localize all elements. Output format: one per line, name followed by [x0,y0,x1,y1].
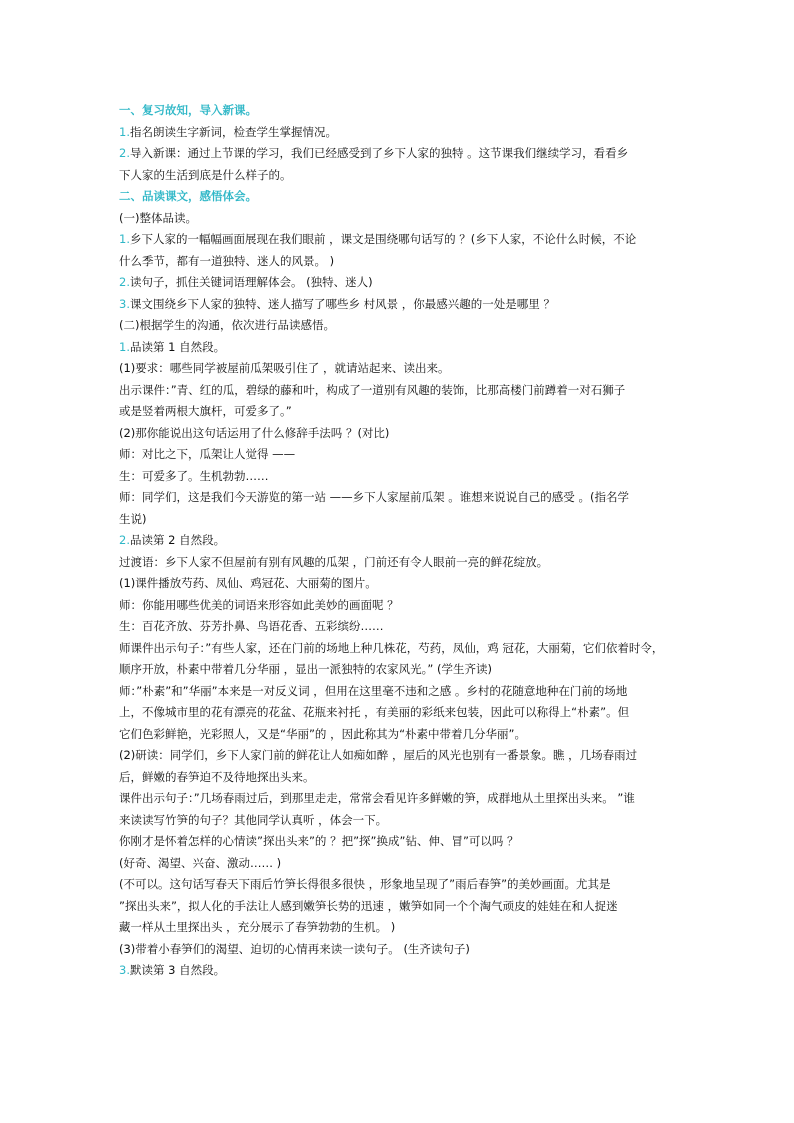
text-line [119,681,679,703]
text-line [119,294,679,316]
text-line [119,487,679,509]
line-text: 导入新课：通过上节课的学习，我们已经感受到了乡下人家的独特 。这节课我们继续学习，看看乡 [129,146,629,160]
line-text: 或是竖着两根大旗杆，可爱多了。” [119,404,292,418]
line-text: (不可以。这句话写春天下雨后竹笋长得很多很快 ，形象地呈现了”雨后春笋”的美妙画面。尤其是 [119,877,611,891]
text-line [119,616,679,638]
line-text: 上，不像城市里的花有漂亮的花盆、花瓶来衬托 ，有美丽的彩纸来包装，因此可以称得上“朴素”。但 [119,705,630,719]
list-number: 3. [119,963,130,977]
line-text: 来读读写竹笋的句子？其他同学认真听 ，体会一下。 [119,812,388,827]
text-line [119,358,679,380]
line-text: 师课件出示句子：”有些人家，还在门前的场地上种几株花，芍药，凤仙，鸡 冠花，大丽菊，它们依着时令， [119,640,664,655]
text-line [119,208,679,230]
list-number: 1. [119,232,130,246]
text-line [119,315,679,337]
text-line [119,444,679,466]
text-line [119,917,679,939]
text-line [119,853,679,875]
text-line [119,552,679,574]
text-line [119,143,679,165]
line-text: (3)带着小春笋们的渴望、迫切的心情再来读一读句子。 (生齐读句子) [119,941,470,956]
line-text: 你刚才是怀着怎样的心情读”探出头来”的 ？把”探”换成”钻、伸、冒”可以吗 ？ [119,834,519,848]
line-text: 后，鲜嫩的春笋迫不及待地探出头来。 [119,769,315,784]
section-heading [119,100,679,122]
list-number: 2. [119,533,130,547]
line-text: 一、复习故知，导入新课。 [119,103,257,117]
text-line [119,788,679,810]
text-line [119,874,679,896]
line-text: 下人家的生活到底是什么样子的。 [119,167,292,182]
list-number: 1. [119,124,130,139]
text-line [119,530,679,552]
text-line [119,595,679,617]
list-number: 1. [119,339,130,354]
line-text: (好奇、渴望、兴奋、激动…… ) [119,855,282,870]
text-line [119,573,679,595]
line-text: 什么季节，都有一道独特、迷人的风景。 ) [119,253,335,268]
line-text: 师：”朴素”和”华丽”本来是一对反义词 ，但用在这里毫不违和之感 。乡村的花随意地种在门前的场地 [119,683,628,698]
text-line [119,337,679,359]
line-text: (二)根据学生的沟通，依次进行品读感悟。 [119,318,335,332]
text-line [119,466,679,488]
line-text: 师：对比之下，瓜架让人觉得 —— [119,447,296,461]
line-text: 课文围绕乡下人家的独特、迷人描写了哪些乡 村风景 ，你最感兴趣的一处是哪里 ？ [129,296,555,311]
line-text: (1)课件播放芍药、凤仙、鸡冠花、大丽菊的图片。 [119,576,377,590]
line-text: 生说) [119,511,147,526]
text-line [119,810,679,832]
text-line [119,165,679,187]
line-text: 过渡语：乡下人家不但屋前有别有风趣的瓜架 ，门前还有令人眼前一亮的鲜花绽放。 [119,554,549,569]
line-text: 乡下人家的一幅幅画面展现在我们眼前 ，课文是围绕哪句话写的 ？(乡下人家，不论什么时候，不论 [129,232,637,246]
line-text: 师：你能用哪些优美的词语来形容如此美妙的画面呢 ？ [119,597,399,612]
text-line [119,229,679,251]
line-text: 生：可爱多了。生机勃勃…… [119,468,269,483]
text-line [119,380,679,402]
section-heading [119,186,679,208]
text-line [119,939,679,961]
list-number: 2. [119,275,130,289]
text-line [119,122,679,144]
line-text: 读句子，抓住关键词语理解体会。 (独特、迷人) [129,275,373,289]
text-line [119,638,679,660]
text-line [119,745,679,767]
line-text: (一)整体品读。 [119,210,197,225]
line-text: 出示课件：”青、红的瓜，碧绿的藤和叶，构成了一道别有风趣的装饰，比那高楼门前蹲着一对石狮子 [119,382,626,397]
text-line [119,702,679,724]
line-text: ”探出头来”，拟人化的手法让人感到嫩笋长势的迅速 ，嫩笋如同一个个淘气顽皮的娃娃在和人捉迷 [119,898,618,913]
line-text: 品读第 1 自然段。 [129,339,226,354]
line-text: 品读第 2 自然段。 [129,533,226,547]
line-text: 默读第 3 自然段。 [129,963,226,977]
line-text: (2)研读：同学们，乡下人家门前的鲜花让人如痴如醉 ，屋后的风光也别有一番景象。瞧 ，几场春雨过 [119,748,638,762]
text-line [119,509,679,531]
line-text: 二、品读课文，感悟体会。 [119,189,257,203]
text-line [119,272,679,294]
line-text: 课件出示句子：”几场春雨过后，到那里走走，常常会看见许多鲜嫩的笋，成群地从土里探出头来。 ”谁 [119,791,635,805]
line-text: (2)那你能说出这句话运用了什么修辞手法吗 ？(对比) [119,425,390,440]
line-text: 它们色彩鲜艳，光彩照人，又是“华丽”的 ，因此称其为“朴素中带着几分华丽”。 [119,726,526,741]
list-number: 2. [119,146,130,160]
lesson-document [119,100,679,982]
line-text: (1)要求：哪些同学被屋前瓜架吸引住了 ，就请站起来、读出来。 [119,361,450,375]
line-text: 藏一样从土里探出头 ，充分展示了春笋勃勃的生机。 ) [119,920,396,934]
text-line [119,831,679,853]
line-text: 指名朗读生字新词，检查学生掌握情况。 [129,124,337,139]
text-line [119,423,679,445]
list-number: 3. [119,296,130,311]
line-text: 生：百花齐放、芬芳扑鼻、鸟语花香、五彩缤纷…… [119,619,384,633]
text-line [119,896,679,918]
line-text: 顺序开放，朴素中带着几分华丽 ，显出一派独特的农家风光。” (学生齐读) [119,662,492,676]
text-line [119,401,679,423]
text-line [119,659,679,681]
text-line [119,767,679,789]
text-line [119,251,679,273]
line-text: 师：同学们，这是我们今天游览的第一站 ——乡下人家屋前瓜架 。谁想来说说自己的感受 。(指名学 [119,490,629,504]
text-line [119,960,679,982]
text-line [119,724,679,746]
